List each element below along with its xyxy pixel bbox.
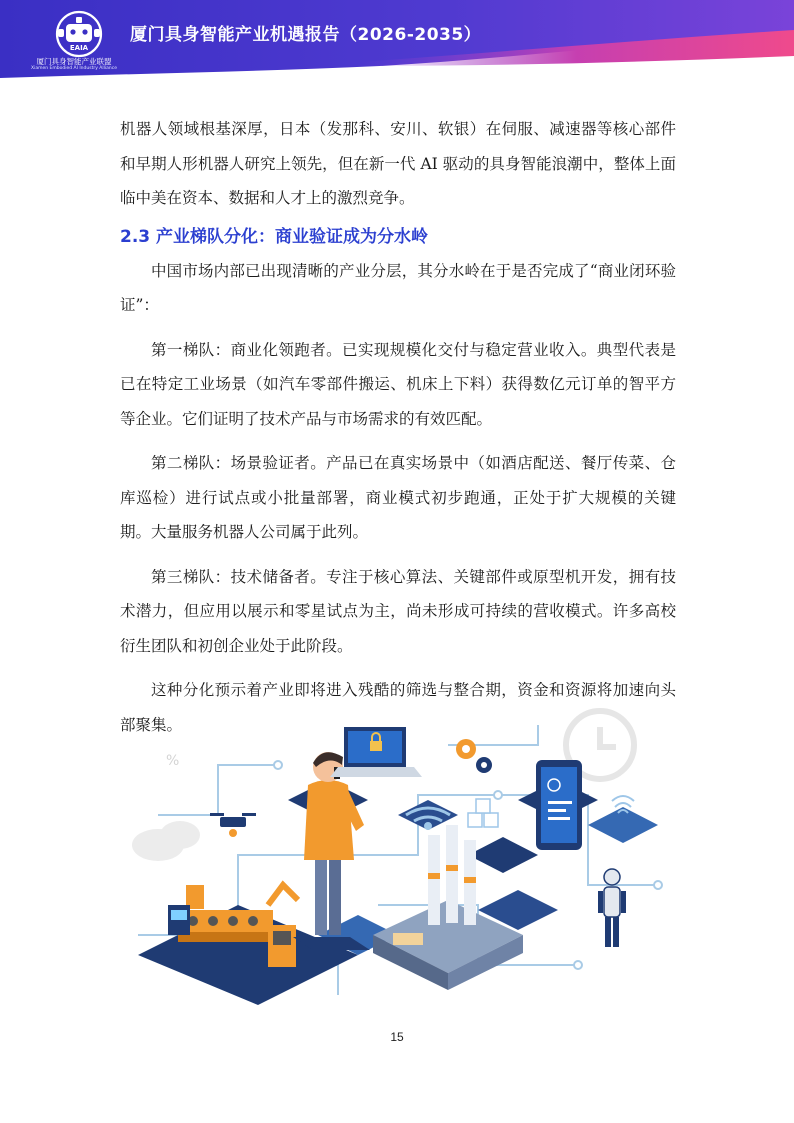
boxes-icon [468,799,498,827]
org-name-en: Xiamen Embodied AI Industry Alliance [31,66,117,71]
paragraph-conclusion: 这种分化预示着产业即将进入残酷的筛选与整合期，资金和资源将加速向头部聚集。 [120,681,676,734]
drone-icon [210,813,256,837]
intro-paragraph: 机器人领域根基深厚，日本（发那科、安川、软银）在伺服、减速器等核心部件和早期人形机器人研究上领先，但在新一代 AI 驱动的具身智能浪潮中，整体上面临中美在资本、数据和人才上的激烈竞争。 [120,120,676,207]
cloud-icon [132,821,200,861]
paragraph-tier-1: 第一梯队：商业化领跑者。已实现规模化交付与稳定营业收入。典型代表是已在特定工业场景（如汽车零部件搬运、机床上下料）获得数亿元订单的智平方等企业。它们证明了技术产品与市场需求的有效匹配。 [120,340,676,428]
phone-screen-icon [536,760,582,850]
report-title: 厦门具身智能产业机遇报告（2026-2035） [130,25,482,45]
paragraph-intro: 中国市场内部已出现清晰的产业分层，其分水岭在于是否完成了“商业闭环验证”： [120,261,676,314]
logo-text: EAIA [69,44,89,52]
org-name: 厦门具身智能产业联盟 [36,57,112,66]
industry-illustration [118,705,678,1005]
percent-icon: % [166,753,180,769]
page-header [0,0,794,78]
humanoid-robot-icon [598,869,626,947]
laptop-lock-icon [330,727,422,777]
paragraph-tier-3: 第三梯队：技术储备者。专注于核心算法、关键部件或原型机开发，拥有技术潜力，但应用以展示和零星试点为主，尚未形成可持续的营收模式。许多高校衍生团队和初创企业处于此阶段。 [120,567,676,655]
fingerprint-icon [612,796,634,813]
paragraph-tier-2: 第二梯队：场景验证者。产品已在真实场景中（如酒店配送、餐厅传菜、仓库巡检）进行试点或小批量部署，商业模式初步跑通，正处于扩大规模的关键期。大量服务机器人公司属于此列。 [120,454,676,541]
page-number: 15 [390,1030,404,1044]
page-content [120,112,676,742]
section-heading: 2.3 产业梯队分化：商业验证成为分水岭 [120,226,429,247]
